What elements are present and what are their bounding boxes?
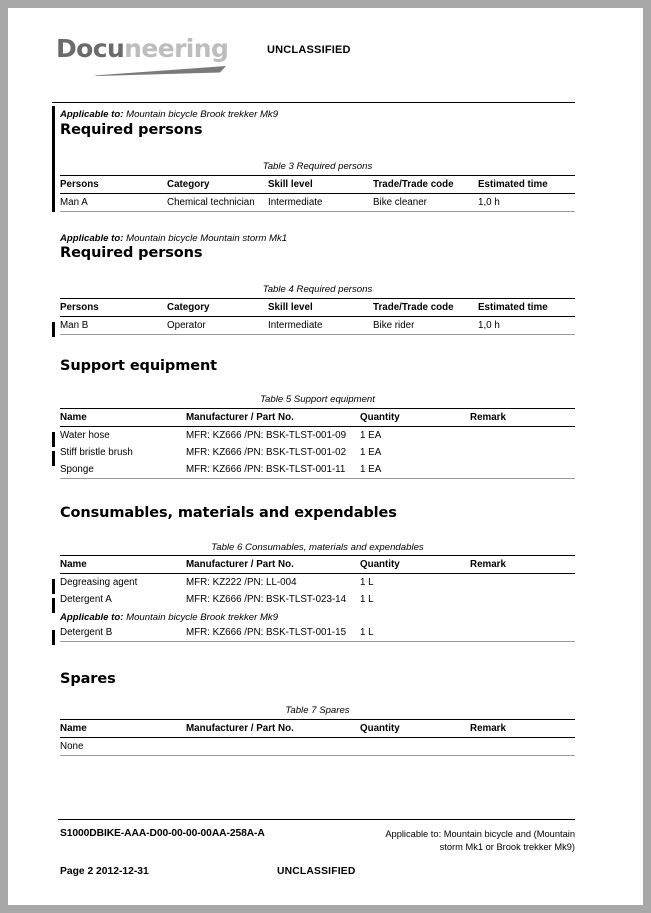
footer-rule bbox=[58, 819, 575, 820]
change-bar bbox=[52, 579, 55, 594]
table-cell: Sponge bbox=[60, 461, 186, 479]
change-bar bbox=[52, 106, 55, 212]
table-cell: 1 L bbox=[360, 624, 470, 642]
column-header: Quantity bbox=[360, 720, 470, 738]
table-row bbox=[60, 317, 575, 335]
table-cell: Intermediate bbox=[268, 194, 373, 212]
table-row bbox=[60, 738, 575, 756]
column-header: Estimated time bbox=[478, 176, 575, 194]
change-bar bbox=[52, 598, 55, 613]
page-header bbox=[8, 8, 643, 103]
table-cell: MFR: KZ222 /PN: LL-004 bbox=[186, 577, 297, 588]
applicable-to-value: Mountain bicycle Brook trekker Mk9 bbox=[126, 612, 279, 623]
table-cell: Detergent A bbox=[60, 594, 112, 605]
table-cell: 1 EA bbox=[360, 447, 382, 458]
change-bar bbox=[52, 322, 55, 337]
table-header-row bbox=[60, 176, 575, 194]
footer-page-number: Page 2 2012-12-31 bbox=[60, 866, 149, 877]
column-header: Skill level bbox=[268, 176, 373, 194]
table-row bbox=[60, 574, 575, 592]
table-cell: Operator bbox=[167, 317, 268, 335]
column-header: Category bbox=[167, 299, 268, 317]
table-required-persons-4 bbox=[60, 298, 575, 335]
table-cell: 1 EA bbox=[360, 430, 382, 441]
applicable-to-value: Mountain bicycle Brook trekker Mk9 bbox=[126, 109, 279, 120]
column-header: Quantity bbox=[360, 556, 470, 574]
table-row bbox=[60, 444, 575, 461]
table-row bbox=[60, 194, 575, 212]
table-cell: Man B bbox=[60, 317, 167, 335]
table-cell bbox=[470, 624, 575, 642]
table-row bbox=[60, 461, 575, 479]
logo-text-part1: Docu bbox=[56, 34, 125, 63]
table-cell bbox=[470, 444, 575, 461]
applicable-to-line bbox=[60, 233, 287, 244]
column-header: Trade/Trade code bbox=[373, 299, 478, 317]
applicable-to-line bbox=[60, 608, 575, 624]
column-header: Persons bbox=[60, 176, 167, 194]
section-title: Required persons bbox=[60, 245, 203, 261]
applicable-to-label: Applicable to: bbox=[60, 109, 124, 120]
column-header: Remark bbox=[470, 409, 575, 427]
footer-data-module-code: S1000DBIKE-AAA-D00-00-00-00AA-258A-A bbox=[60, 828, 265, 839]
table-caption: Table 7 Spares bbox=[285, 705, 350, 716]
change-bar bbox=[52, 432, 55, 447]
section-title: Spares bbox=[60, 671, 116, 687]
table-spares-7 bbox=[60, 719, 575, 756]
column-header: Category bbox=[167, 176, 268, 194]
table-header-row bbox=[60, 299, 575, 317]
table-support-equipment-5 bbox=[60, 408, 575, 479]
column-header: Trade/Trade code bbox=[373, 176, 478, 194]
column-header: Manufacturer / Part No. bbox=[186, 409, 360, 427]
logo-swoosh-icon bbox=[94, 66, 226, 76]
table-cell bbox=[186, 738, 360, 756]
table-row bbox=[60, 624, 575, 642]
header-rule bbox=[52, 102, 575, 103]
column-header: Estimated time bbox=[478, 299, 575, 317]
table-cell: 1 EA bbox=[360, 461, 470, 479]
table-required-persons-3 bbox=[60, 175, 575, 212]
table-header-row bbox=[60, 556, 575, 574]
table-cell: Chemical technician bbox=[167, 194, 268, 212]
table-cell bbox=[470, 574, 575, 592]
logo-text-part2: neering bbox=[124, 34, 229, 63]
column-header: Remark bbox=[470, 556, 575, 574]
table-cell bbox=[470, 738, 575, 756]
column-header: Manufacturer / Part No. bbox=[186, 556, 360, 574]
section-title: Required persons bbox=[60, 122, 203, 138]
applicable-to-label: Applicable to: bbox=[60, 612, 124, 623]
table-header-row bbox=[60, 720, 575, 738]
column-header: Manufacturer / Part No. bbox=[186, 720, 360, 738]
table-cell: 1,0 h bbox=[478, 317, 575, 335]
table-caption: Table 3 Required persons bbox=[262, 161, 373, 172]
header-classification: UNCLASSIFIED bbox=[267, 44, 351, 56]
table-row bbox=[60, 427, 575, 445]
table-cell: Stiff bristle brush bbox=[60, 447, 133, 458]
table-cell: Intermediate bbox=[268, 317, 373, 335]
change-bar bbox=[52, 451, 55, 466]
page-footer bbox=[8, 811, 643, 901]
table-cell: Bike rider bbox=[373, 317, 478, 335]
footer-classification: UNCLASSIFIED bbox=[277, 866, 356, 877]
table-cell: Degreasing agent bbox=[60, 577, 138, 588]
table-header-row bbox=[60, 409, 575, 427]
column-header: Skill level bbox=[268, 299, 373, 317]
table-cell: Bike cleaner bbox=[373, 194, 478, 212]
table-caption: Table 6 Consumables, materials and expendables bbox=[211, 542, 424, 553]
table-cell: MFR: KZ666 /PN: BSK-TLST-001-15 bbox=[186, 624, 360, 642]
table-cell bbox=[470, 461, 575, 479]
table-cell: 1 L bbox=[360, 577, 374, 588]
logo-wordmark bbox=[56, 36, 228, 61]
column-header: Name bbox=[60, 556, 186, 574]
change-bar bbox=[52, 630, 55, 645]
footer-applicability: Applicable to: Mountain bicycle and (Mountain storm Mk1 or Brook trekker Mk9) bbox=[385, 829, 575, 852]
document-page bbox=[8, 8, 643, 905]
table-cell bbox=[360, 738, 470, 756]
docuneering-logo bbox=[56, 36, 231, 84]
applicable-to-label: Applicable to: bbox=[60, 233, 124, 244]
table-cell: 1 L bbox=[360, 594, 374, 605]
table-cell: Detergent B bbox=[60, 624, 186, 642]
table-cell bbox=[470, 591, 575, 608]
column-header: Name bbox=[60, 720, 186, 738]
table-caption: Table 5 Support equipment bbox=[260, 394, 375, 405]
table-consumables-6 bbox=[60, 555, 575, 642]
column-header: Quantity bbox=[360, 409, 470, 427]
table-row bbox=[60, 591, 575, 608]
table-cell: MFR: KZ666 /PN: BSK-TLST-001-02 bbox=[186, 447, 347, 458]
section-title: Support equipment bbox=[60, 358, 218, 374]
applicable-to-value: Mountain bicycle Mountain storm Mk1 bbox=[126, 233, 288, 244]
table-cell: MFR: KZ666 /PN: BSK-TLST-001-09 bbox=[186, 430, 347, 441]
column-header: Persons bbox=[60, 299, 167, 317]
table-cell: MFR: KZ666 /PN: BSK-TLST-001-11 bbox=[186, 461, 360, 479]
column-header: Name bbox=[60, 409, 186, 427]
table-cell: None bbox=[60, 738, 186, 756]
table-cell: 1,0 h bbox=[478, 194, 575, 212]
table-cell bbox=[470, 427, 575, 445]
applicable-to-line bbox=[60, 109, 278, 120]
table-cell: Man A bbox=[60, 194, 167, 212]
table-cell: Water hose bbox=[60, 430, 110, 441]
column-header: Remark bbox=[470, 720, 575, 738]
table-caption: Table 4 Required persons bbox=[262, 284, 373, 295]
section-title: Consumables, materials and expendables bbox=[60, 505, 397, 521]
table-subheader-row bbox=[60, 608, 575, 624]
table-cell: MFR: KZ666 /PN: BSK-TLST-023-14 bbox=[186, 594, 347, 605]
